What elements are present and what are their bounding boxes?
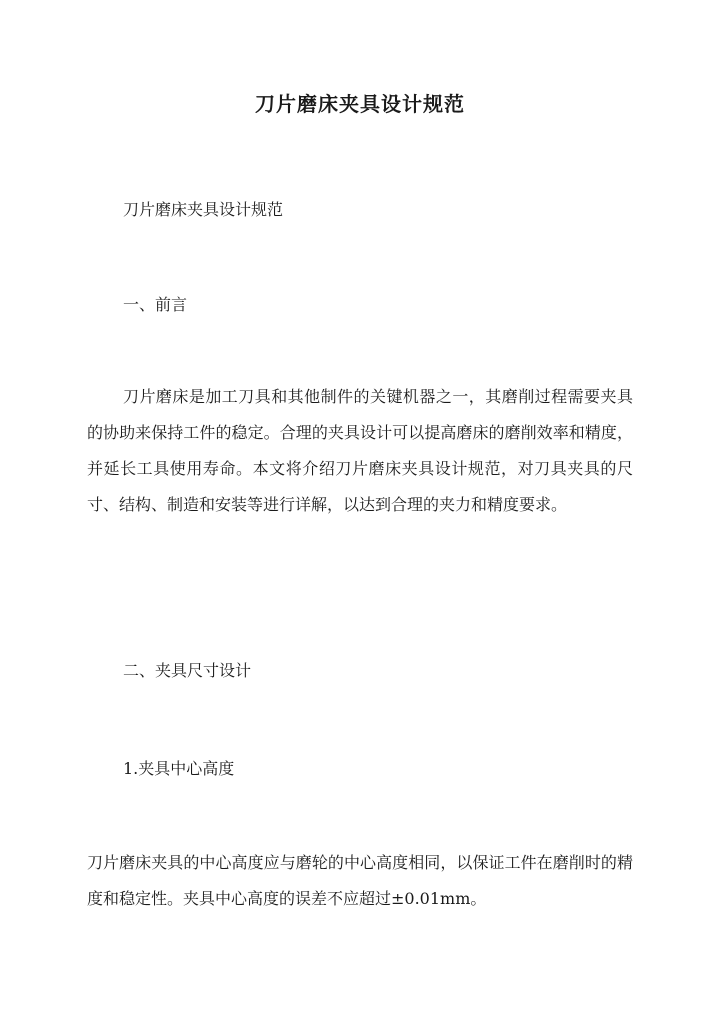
center-height-paragraph: 刀片磨床夹具的中心高度应与磨轮的中心高度相同，以保证工件在磨削时的精度和稳定性。夹具中心高度的误差不应超过±0.01mm。 (87, 853, 633, 908)
document-subtitle: 刀片磨床夹具设计规范 (123, 200, 284, 219)
document-title: 刀片磨床夹具设计规范 (255, 92, 465, 116)
section-heading-preface: 一、前言 (123, 295, 188, 314)
section-heading-fixture-size: 二、夹具尺寸设计 (123, 661, 252, 680)
subsection-heading-center-height: 1.夹具中心高度 (123, 759, 235, 778)
preface-paragraph: 刀片磨床是加工刀具和其他制件的关键机器之一，其磨削过程需要夹具的协助来保持工件的稳定。合理的夹具设计可以提高磨床的磨削效率和精度，并延长工具使用寿命。本文将介绍刀片磨床夹具设计规范，对刀具夹具的尺寸、结构、制造和安装等进行详解，以达到合理的夹力和精度要求。 (87, 387, 633, 514)
